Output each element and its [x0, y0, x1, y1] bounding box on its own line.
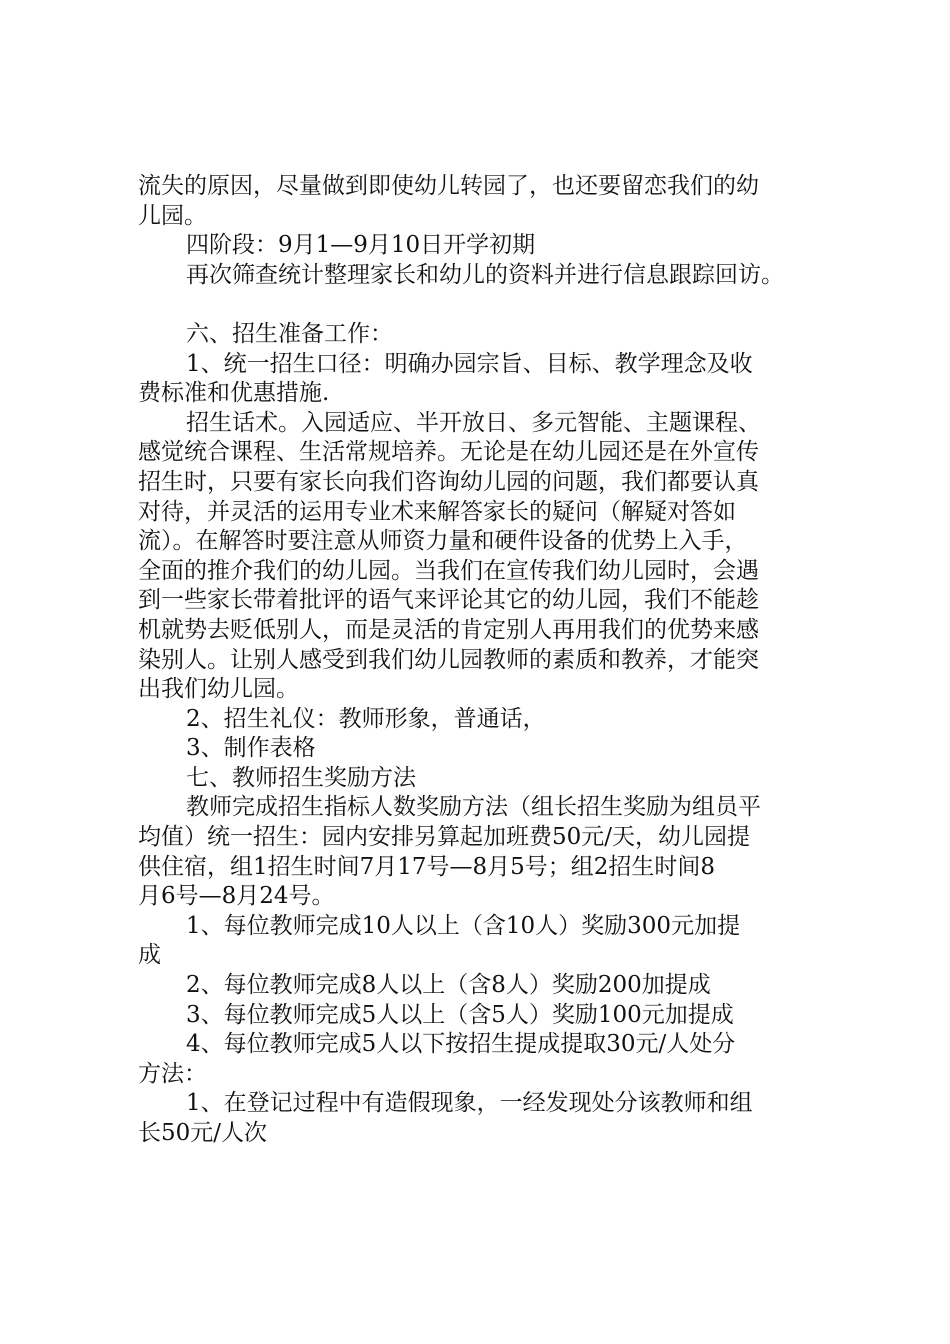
text-line: 1、统一招生口径：明确办园宗旨、目标、教学理念及收 — [186, 350, 753, 377]
text-line: 2、每位教师完成8人以上（含8人）奖励200加提成 — [186, 972, 711, 999]
text-line: 染别人。让别人感受到我们幼儿园教师的素质和教养，才能突 — [138, 646, 759, 673]
section-heading: 四阶段：9月1—9月10日开学初期 — [186, 232, 536, 259]
text-line: 费标准和优惠措施. — [138, 380, 330, 407]
text-line: 2、招生礼仪：教师形象，普通话， — [186, 705, 546, 732]
text-line: 机就势去贬低别人，而是灵活的肯定别人再用我们的优势来感 — [138, 616, 759, 643]
text-line: 流失的原因，尽量做到即使幼儿转园了，也还要留恋我们的幼 — [138, 173, 759, 199]
text-line: 1、每位教师完成10人以上（含10人）奖励300元加提 — [186, 912, 741, 939]
text-line: 月6号—8月24号。 — [138, 883, 335, 910]
text-line: 到一些家长带着批评的语气来评论其它的幼儿园，我们不能趁 — [138, 587, 759, 614]
text-line: 3、制作表格 — [186, 735, 316, 762]
document-body — [138, 172, 828, 1149]
section-heading: 七、教师招生奖励方法 — [186, 764, 416, 791]
text-line: 1、在登记过程中有造假现象，一经发现处分该教师和组 — [186, 1090, 753, 1117]
text-line: 儿园。 — [138, 202, 207, 229]
text-line: 再次筛查统计整理家长和幼儿的资料并进行信息跟踪回访。 — [186, 261, 784, 288]
text-line: 供住宿，组1招生时间7月17号—8月5号；组2招生时间8 — [138, 853, 716, 880]
blank-line — [138, 290, 828, 320]
text-line: 流）。在解答时要注意从师资力量和硬件设备的优势上入手， — [138, 528, 748, 555]
text-line: 3、每位教师完成5人以上（含5人）奖励100元加提成 — [186, 1001, 734, 1028]
text-line: 招生话术。入园适应、半开放日、多元智能、主题课程、 — [186, 409, 761, 436]
text-line: 均值）统一招生：园内安排另算起加班费50元/天，幼儿园提 — [138, 824, 751, 851]
text-line: 4、每位教师完成5人以下按招生提成提取30元/人处分 — [186, 1031, 736, 1058]
text-line: 长50元/人次 — [138, 1120, 268, 1146]
section-heading: 六、招生准备工作： — [186, 320, 393, 347]
text-line: 教师完成招生指标人数奖励方法（组长招生奖励为组员平 — [186, 794, 761, 821]
text-line: 对待，并灵活的运用专业术来解答家长的疑问（解疑对答如 — [138, 498, 736, 525]
text-line: 招生时，只要有家长向我们咨询幼儿园的问题，我们都要认真 — [138, 468, 759, 495]
text-line: 方法： — [138, 1060, 207, 1087]
text-line: 感觉统合课程、生活常规培养。无论是在幼儿园还是在外宣传 — [138, 439, 759, 466]
text-line: 出我们幼儿园。 — [138, 676, 299, 703]
text-line: 全面的推介我们的幼儿园。当我们在宣传我们幼儿园时，会遇 — [138, 557, 759, 584]
text-line: 成 — [138, 942, 161, 969]
